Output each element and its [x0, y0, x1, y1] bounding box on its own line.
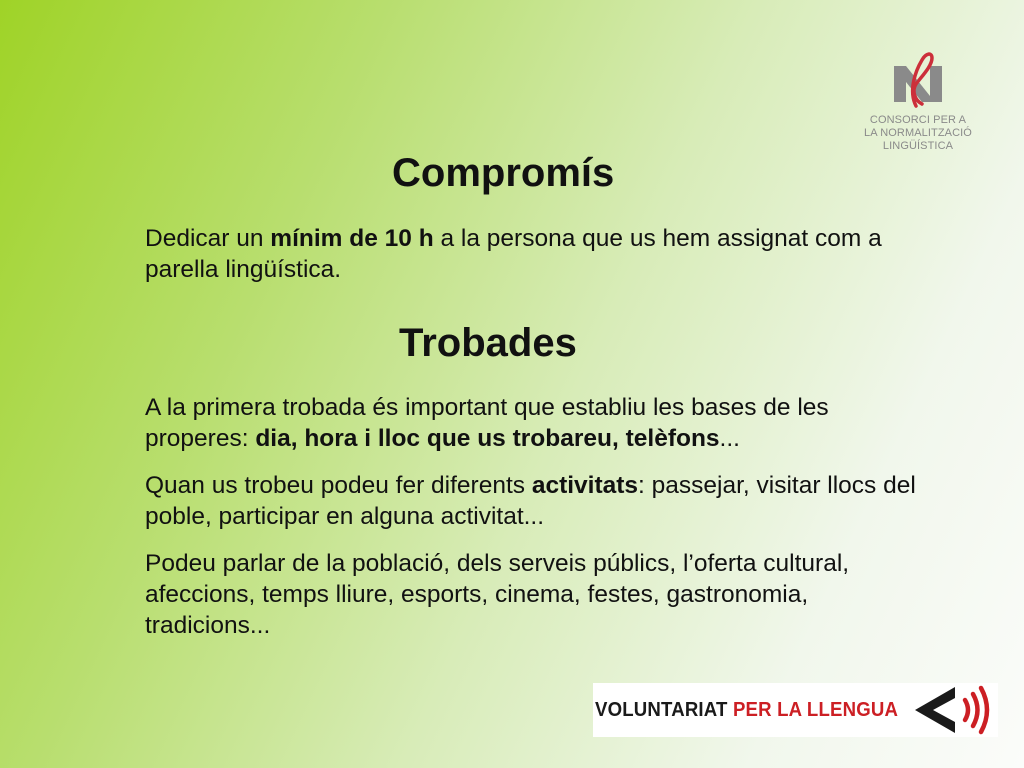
text-run: Dedicar un [145, 225, 271, 252]
compromis-paragraph [145, 223, 925, 285]
heading-compromis: Compromís [392, 151, 615, 195]
cpnl-logo [860, 50, 976, 153]
voluntariat-banner [593, 683, 998, 737]
trobades-paragraph-2 [145, 470, 925, 532]
speaker-waves-icon [913, 683, 998, 737]
heading-trobades: Trobades [399, 321, 577, 365]
logo-line-2: LA NORMALITZACIÓ [864, 127, 972, 139]
cpnl-logo-icon [886, 50, 950, 110]
trobades-paragraph-3 [145, 548, 925, 641]
text-run: ... [719, 425, 740, 452]
text-run: A la primera trobada és important que establiu les bases de les properes: [145, 394, 829, 452]
text-run: : passejar, visitar llocs del poble, participar en alguna activitat... [145, 472, 916, 530]
text-run-bold: activitats [531, 472, 639, 499]
banner-text [595, 697, 898, 723]
banner-word-per-la-llengua: PER LA LLENGUA [732, 699, 899, 721]
banner-word-voluntariat: VOLUNTARIAT [595, 699, 728, 721]
cpnl-logo-text [860, 114, 976, 153]
text-run-bold: mínim de 10 h [270, 225, 434, 252]
text-run: Quan us trobeu podeu fer diferents [145, 472, 532, 499]
logo-line-3: LINGÜÍSTICA [882, 140, 954, 152]
text-run: a la persona que us hem assignat com a parella lingüística. [145, 225, 882, 283]
text-run: Podeu parlar de la població, dels serveis públics, l’oferta cultural, afeccions, temps lliure, esports, cinema, festes, gastronomia, tradicions... [145, 550, 850, 639]
text-run-bold: dia, hora i lloc que us trobareu, telèfons [255, 425, 720, 452]
logo-line-1: CONSORCI PER A [869, 114, 967, 126]
trobades-paragraph-1 [145, 392, 925, 454]
